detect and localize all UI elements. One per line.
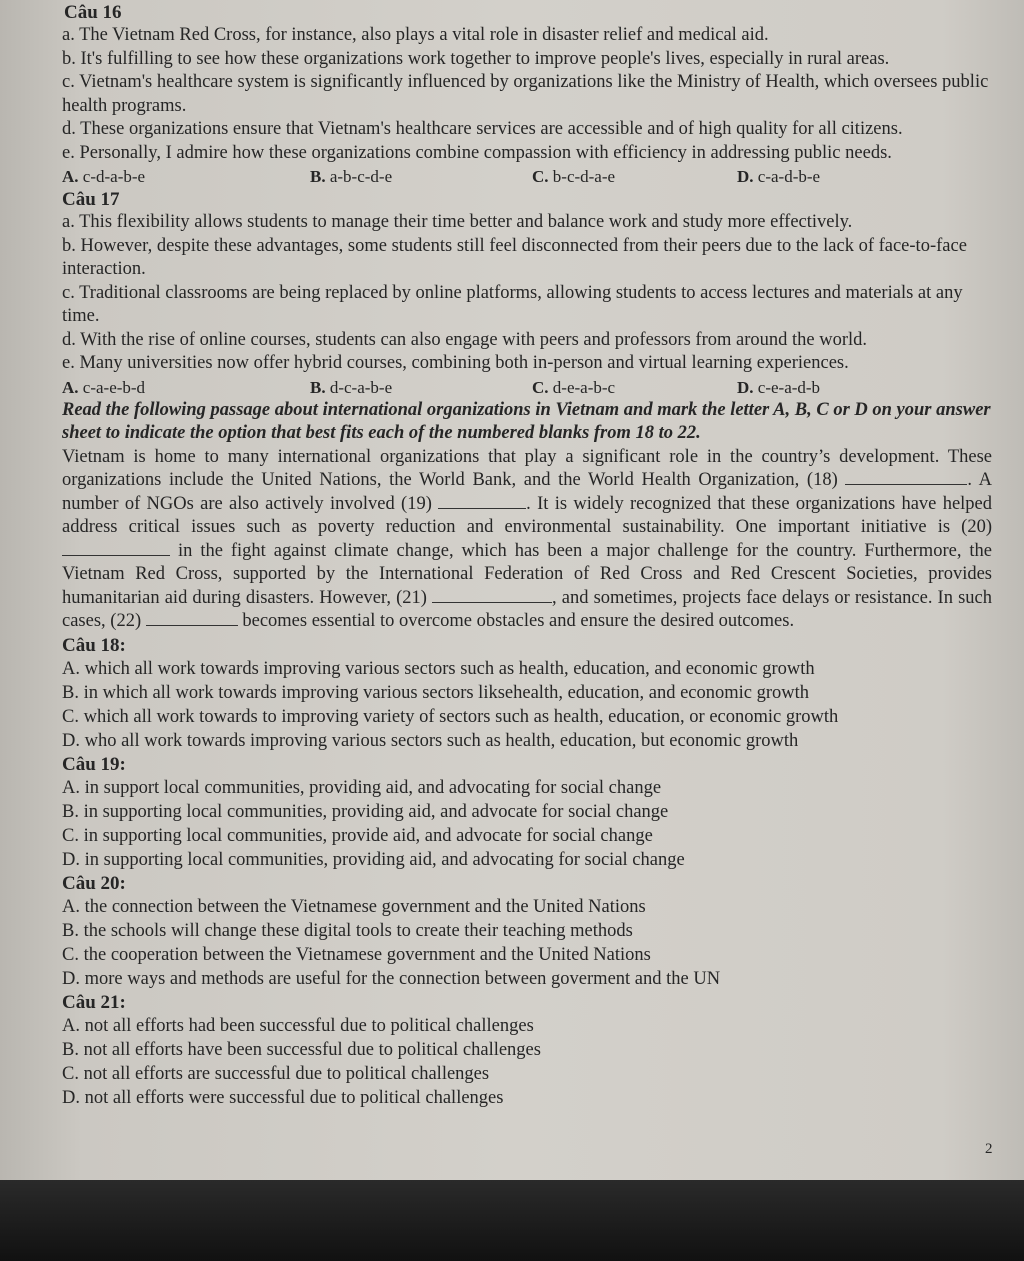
choice-c[interactable]: C. the cooperation between the Vietnamese government and the United Nations xyxy=(62,944,651,965)
question-title: Câu 17 xyxy=(62,189,120,210)
sentence-e: e. Personally, I admire how these organizations combine compassion with efficiency in addressing public needs. xyxy=(62,142,892,163)
blank-18 xyxy=(845,469,967,485)
question-16 xyxy=(62,1,992,188)
answer-options xyxy=(62,376,992,399)
sentence-c: c. Vietnam's healthcare system is significantly influenced by organizations like the Ministry of Health, which oversees public health programs. xyxy=(62,72,989,116)
question-title: Câu 19: xyxy=(62,753,126,775)
blank-22 xyxy=(146,610,238,626)
sentence-e: e. Many universities now offer hybrid courses, combining both in-person and virtual learning experiences. xyxy=(62,353,849,373)
sentence-a: a. This flexibility allows students to manage their time better and balance work and study more effectively. xyxy=(62,212,853,232)
option-c[interactable]: C. d-e-a-b-c xyxy=(532,377,616,397)
sentence-c: c. Traditional classrooms are being replaced by online platforms, allowing students to access lectures and materials at any time. xyxy=(62,282,963,326)
choice-d[interactable]: D. in supporting local communities, providing aid, and advocating for social change xyxy=(62,849,685,870)
sentence-d: d. With the rise of online courses, students can also engage with peers and professors from around the world. xyxy=(62,329,868,350)
question-21 xyxy=(62,991,992,1110)
question-20 xyxy=(62,872,992,991)
option-c[interactable]: C. b-c-d-a-e xyxy=(532,167,616,186)
question-title: Câu 16 xyxy=(64,2,122,23)
choice-b[interactable]: B. in which all work towards improving various sectors liksehealth, education, and economic growth xyxy=(62,682,810,703)
option-b[interactable]: B. d-c-a-b-e xyxy=(310,377,393,397)
question-18 xyxy=(62,634,992,753)
option-d[interactable]: D. c-e-a-d-b xyxy=(737,377,821,397)
option-a[interactable]: A. c-a-e-b-d xyxy=(62,377,146,397)
question-title: Câu 21: xyxy=(62,991,126,1013)
question-title: Câu 18: xyxy=(62,634,126,656)
blank-20 xyxy=(62,540,170,556)
choice-c[interactable]: C. which all work towards to improving variety of sectors such as health, education, or economic growth xyxy=(62,706,839,727)
choice-a[interactable]: A. which all work towards improving various sectors such as health, education, and economic growth xyxy=(62,658,815,679)
choice-b[interactable]: B. the schools will change these digital tools to create their teaching methods xyxy=(62,920,633,941)
sentence-b: b. However, despite these advantages, some students still feel disconnected from their peers due to the lack of face-to-face interaction. xyxy=(62,235,967,279)
question-17 xyxy=(62,188,992,399)
sentence-a: a. The Vietnam Red Cross, for instance, also plays a vital role in disaster relief and medical aid. xyxy=(62,25,769,45)
choice-a[interactable]: A. not all efforts had been successful due to political challenges xyxy=(62,1015,534,1036)
page-content xyxy=(62,0,992,1110)
choice-b[interactable]: B. not all efforts have been successful due to political challenges xyxy=(62,1039,541,1060)
answer-options xyxy=(62,165,992,188)
option-b[interactable]: B. a-b-c-d-e xyxy=(310,167,393,186)
choice-d[interactable]: D. more ways and methods are useful for the connection between goverment and the UN xyxy=(62,968,721,989)
choice-b[interactable]: B. in supporting local communities, providing aid, and advocate for social change xyxy=(62,801,669,822)
question-19 xyxy=(62,753,992,872)
option-d[interactable]: D. c-a-d-b-e xyxy=(737,167,821,186)
reading-passage: Vietnam is home to many international organizations that play a significant role in the country’s development. These organizations include the United Nations, the World Bank, and the World Health Organization, (18) . A number of NGOs are also actively involved (19) . It is widely recognized that these organizations have helped address critical issues such as poverty reduction and environmental sustainability. One important initiative is (20) in the fight against climate change, which has been a major challenge for the country. Furthermore, the Vietnam Red Cross, supported by the International Federation of Red Cross and Red Crescent Societies, provides humanitarian aid during disasters. However, (21) , and sometimes, projects face delays or resistance. In such cases, (22) becomes essential to overcome obstacles and ensure the desired outcomes. xyxy=(62,446,993,631)
choice-d[interactable]: D. who all work towards improving various sectors such as health, education, but economic growth xyxy=(62,730,799,751)
choice-c[interactable]: C. in supporting local communities, provide aid, and advocate for social change xyxy=(62,825,653,846)
question-title: Câu 20: xyxy=(62,872,126,894)
choice-a[interactable]: A. in support local communities, providing aid, and advocating for social change xyxy=(62,777,662,798)
choice-a[interactable]: A. the connection between the Vietnamese government and the United Nations xyxy=(62,896,646,917)
blank-21 xyxy=(432,587,552,603)
choice-d[interactable]: D. not all efforts were successful due to political challenges xyxy=(62,1087,504,1108)
option-a[interactable]: A. c-d-a-b-e xyxy=(62,167,146,186)
sentence-d: d. These organizations ensure that Vietnam's healthcare services are accessible and of high quality for all citizens. xyxy=(62,119,903,139)
sentence-b: b. It's fulfilling to see how these organizations work together to improve people's lives, especially in rural areas. xyxy=(62,48,890,69)
blank-19 xyxy=(438,493,526,509)
page-number: 2 xyxy=(985,1141,993,1157)
reading-instruction: Read the following passage about international organizations in Vietnam and mark the letter A, B, C or D on your answer sheet to indicate the option that best fits each of the numbered blanks from 18 to 22. xyxy=(62,399,991,443)
choice-c[interactable]: C. not all efforts are successful due to political challenges xyxy=(62,1063,490,1084)
background-shadow xyxy=(0,1180,1024,1261)
